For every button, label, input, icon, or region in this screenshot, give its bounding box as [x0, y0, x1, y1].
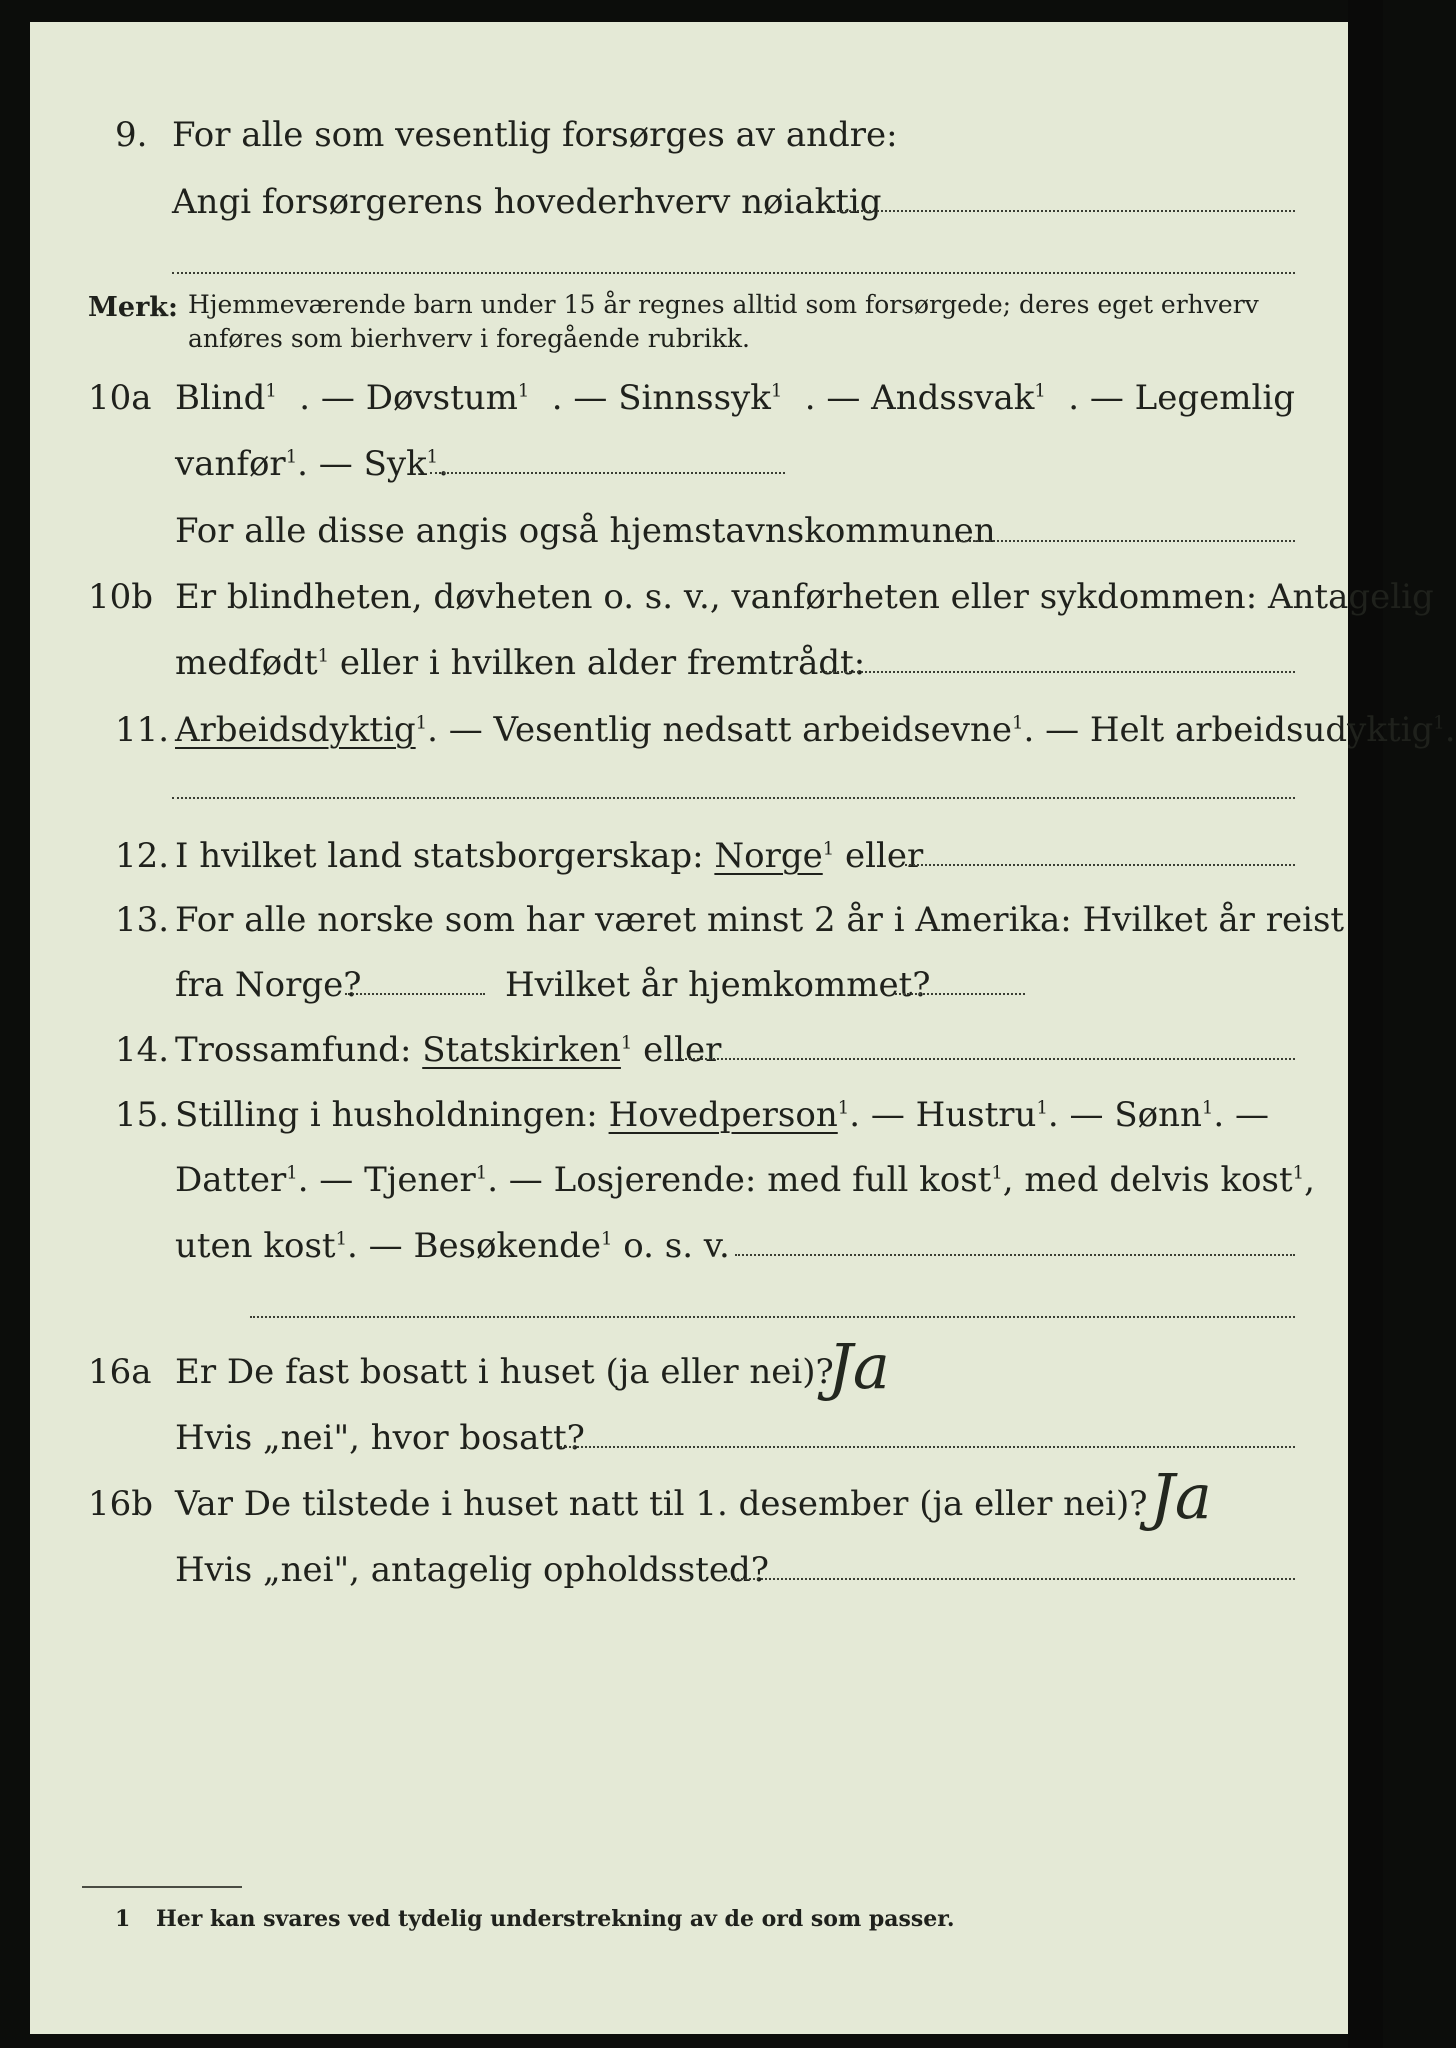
sup: 1	[517, 380, 530, 402]
footnote-rule	[82, 1886, 242, 1888]
q10a-options	[175, 378, 1295, 418]
q13-text: For alle norske som har været minst 2 år i Amerika: Hvilket år reist	[175, 900, 1345, 940]
q14-text	[175, 1030, 721, 1070]
q10a-number: 10a	[88, 378, 152, 418]
q11-options	[175, 710, 1456, 750]
q16a-number: 16a	[88, 1352, 152, 1392]
q15-question: Stilling i husholdningen:	[175, 1095, 609, 1135]
sup: 1	[426, 446, 439, 468]
opt-datter[interactable]: Datter	[175, 1160, 287, 1200]
q16a-text-2: Hvis „nei", hvor bosatt?	[175, 1418, 585, 1458]
sup: 1	[601, 1228, 613, 1250]
sup: 1	[1012, 712, 1024, 734]
sup: 1	[770, 380, 783, 402]
q10b-text: Er blindheten, døvheten o. s. v., vanførheten eller sykdommen: Antagelig	[175, 577, 1434, 617]
q13-reist-label: fra Norge?	[175, 965, 362, 1005]
opt-dovstum[interactable]: . — Døvstum	[299, 378, 518, 418]
q12-text	[175, 836, 923, 876]
opt-andssvak[interactable]: . — Andssvak	[804, 378, 1035, 418]
q16a-handwritten-answer[interactable]: Ja	[828, 1330, 890, 1403]
q10a-answer-line[interactable]	[430, 472, 785, 474]
q9-number: 9.	[115, 115, 148, 155]
opt-statskirken[interactable]: Statskirken	[422, 1030, 621, 1070]
opt-nedsatt[interactable]: . — Vesentlig nedsatt arbeidsevne	[427, 710, 1013, 750]
sup: 1	[1292, 1162, 1305, 1184]
q10b-answer-line[interactable]	[820, 671, 1295, 673]
opt-norge[interactable]: Norge	[714, 836, 823, 876]
q15-answer-line[interactable]	[735, 1254, 1295, 1256]
opt-blind[interactable]: Blind	[175, 378, 266, 418]
q16b-text-2: Hvis „nei", antagelig opholdssted?	[175, 1550, 769, 1590]
sup: 1	[475, 1162, 488, 1184]
sup: 1	[991, 1162, 1003, 1184]
q10b-number: 10b	[88, 577, 154, 617]
q14-eller: eller	[632, 1030, 722, 1070]
sup: 1	[822, 838, 835, 860]
q9-text-2: Angi forsørgerens hovederhverv nøiaktig	[172, 182, 882, 222]
opt-arbeidsdyktig[interactable]: Arbeidsdyktig	[175, 710, 416, 750]
q10b-alder-text: eller i hvilken alder fremtrådt:	[329, 643, 866, 683]
q12-question: I hvilket land statsborgerskap:	[175, 836, 715, 876]
q15-line1-text	[175, 1095, 1269, 1135]
sup: 1	[1201, 1097, 1214, 1119]
q16b-answer-line[interactable]	[728, 1578, 1295, 1580]
q9-answer-line-2[interactable]	[172, 272, 1295, 274]
q16b-text: Var De tilstede i huset natt til 1. desember (ja eller nei)?	[175, 1484, 1148, 1524]
q10a-hjemstavn-line[interactable]	[952, 540, 1295, 542]
sup: 1	[837, 1097, 850, 1119]
comma: ,	[1304, 1160, 1315, 1200]
opt-full-kost[interactable]: . — Losjerende: med full kost	[487, 1160, 992, 1200]
opt-udyktig[interactable]: . — Helt arbeidsudyktig	[1023, 710, 1434, 750]
sup: 1	[317, 645, 330, 667]
period: .	[1444, 710, 1456, 750]
opt-medfodt[interactable]: medfødt	[175, 643, 318, 683]
merk-label: Merk:	[88, 292, 178, 323]
q16a-answer-line[interactable]	[560, 1446, 1295, 1448]
q16b-number: 16b	[88, 1484, 154, 1524]
q14-number: 14.	[115, 1030, 170, 1070]
q11-number: 11.	[115, 710, 170, 750]
opt-hovedperson[interactable]: Hovedperson	[608, 1095, 838, 1135]
sup: 1	[265, 380, 277, 402]
q10a-line2-text	[175, 444, 449, 484]
sup: 1	[286, 1162, 298, 1184]
q15-answer-line-2[interactable]	[250, 1316, 1295, 1318]
sup: 1	[1036, 1097, 1048, 1119]
q11-answer-line[interactable]	[172, 797, 1295, 799]
q13-hjemkommet-label: Hvilket år hjemkommet?	[505, 965, 931, 1005]
sup: 1	[415, 712, 428, 734]
q16b-handwritten-answer[interactable]: Ja	[1150, 1460, 1212, 1533]
opt-delvis-kost[interactable]: , med delvis kost	[1002, 1160, 1293, 1200]
q10a-line3-text: For alle disse angis også hjemstavnskommunen	[175, 511, 996, 551]
opt-besokende[interactable]: . — Besøkende	[347, 1226, 601, 1266]
q13-number: 13.	[115, 900, 170, 940]
opt-uten-kost[interactable]: uten kost	[175, 1226, 336, 1266]
q12-number: 12.	[115, 836, 170, 876]
merk-text: Hjemmeværende barn under 15 år regnes alltid som forsørgede; deres eget erhverv anføres som bierhverv i foregående rubrikk.	[188, 290, 1259, 353]
sup: 1	[1433, 712, 1445, 734]
sup: 1	[620, 1032, 633, 1054]
footnote-mark: 1	[115, 1906, 131, 1932]
footnote-text: Her kan svares ved tydelig understrekning av de ord som passer.	[155, 1906, 955, 1932]
period: .	[438, 444, 449, 484]
opt-sinnssyk[interactable]: . — Sinnssyk	[551, 378, 771, 418]
q10b-line2-text	[175, 643, 865, 683]
q14-answer-line[interactable]	[680, 1058, 1295, 1060]
q12-eller: eller	[834, 836, 924, 876]
sup: 1	[285, 446, 298, 468]
scan-border	[1348, 0, 1383, 2048]
q14-question: Trossamfund:	[175, 1030, 423, 1070]
q13-hjemkommet-line[interactable]	[895, 993, 1025, 995]
q12-answer-line[interactable]	[905, 864, 1295, 866]
sup: 1	[1034, 380, 1046, 402]
q15-line2-text	[175, 1160, 1315, 1200]
q9-answer-line[interactable]	[828, 210, 1295, 212]
q15-number: 15.	[115, 1095, 170, 1135]
q13-reist-line[interactable]	[345, 993, 485, 995]
opt-tjener[interactable]: . — Tjener	[297, 1160, 476, 1200]
opt-legemlig[interactable]: . — Legemlig	[1068, 378, 1295, 418]
opt-hustru[interactable]: . — Hustru	[849, 1095, 1037, 1135]
q9-text: For alle som vesentlig forsørges av andre:	[172, 115, 898, 155]
q15-line3-text	[175, 1226, 730, 1266]
dash: . —	[1213, 1095, 1269, 1135]
opt-vanfor[interactable]: vanfør	[175, 444, 286, 484]
q16a-text: Er De fast bosatt i huset (ja eller nei)?	[175, 1352, 834, 1392]
sup: 1	[335, 1228, 348, 1250]
opt-syk[interactable]: . — Syk	[297, 444, 427, 484]
footnote	[115, 1906, 955, 1932]
opt-sonn[interactable]: . — Sønn	[1047, 1095, 1202, 1135]
osv: o. s. v.	[612, 1226, 730, 1266]
